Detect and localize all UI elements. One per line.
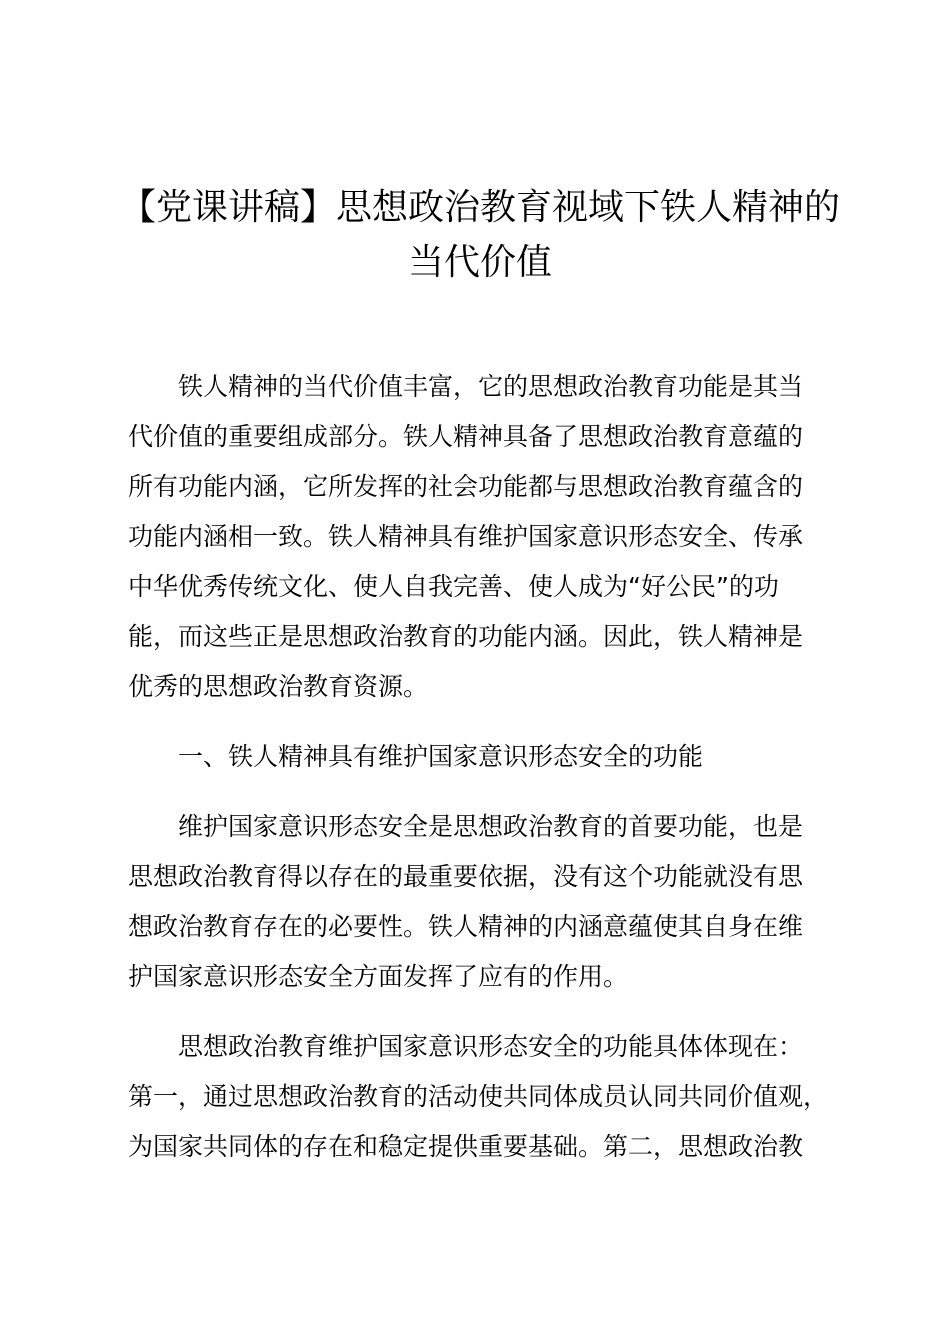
paragraph-intro [128,362,833,712]
text-line: 铁人精神的当代价值丰富，它的思想政治教育功能是其当 [178,372,804,401]
text-line: 第一，通过思想政治教育的活动使共同体成员认同共同价值观， [128,1082,829,1111]
text-line: 思想政治教育得以存在的最重要依据，没有这个功能就没有思 [128,862,804,891]
text-line: 护国家意识形态安全方面发挥了应有的作用。 [128,962,629,991]
text-line: 维护国家意识形态安全是思想政治教育的首要功能，也是 [178,812,804,841]
paragraph-functions [128,1022,833,1172]
document-title [120,180,840,290]
document-body [128,362,833,1192]
title-line-2: 当代价值 [407,242,552,283]
text-line: 所有功能内涵，它所发挥的社会功能都与思想政治教育蕴含的 [128,472,804,501]
title-line-1: 【党课讲稿】思想政治教育视域下铁人精神的 [120,187,841,228]
text-line: 功能内涵相一致。铁人精神具有维护国家意识形态安全、传承 [128,522,804,551]
text-line: 思想政治教育维护国家意识形态安全的功能具体体现在： [178,1032,804,1061]
text-line: 优秀的思想政治教育资源。 [128,672,429,701]
text-line: 想政治教育存在的必要性。铁人精神的内涵意蕴使其自身在维 [128,912,804,941]
section-heading-1 [128,732,833,782]
text-line: 代价值的重要组成部分。铁人精神具备了思想政治教育意蕴的 [128,422,804,451]
paragraph-section-1 [128,802,833,1002]
text-line: 中华优秀传统文化、使人自我完善、使人成为“好公民”的功 [128,572,779,601]
heading-line: 一、铁人精神具有维护国家意识形态安全的功能 [178,742,704,771]
text-line: 为国家共同体的存在和稳定提供重要基础。第二，思想政治教 [128,1132,804,1161]
text-line: 能，而这些正是思想政治教育的功能内涵。因此，铁人精神是 [128,622,804,651]
